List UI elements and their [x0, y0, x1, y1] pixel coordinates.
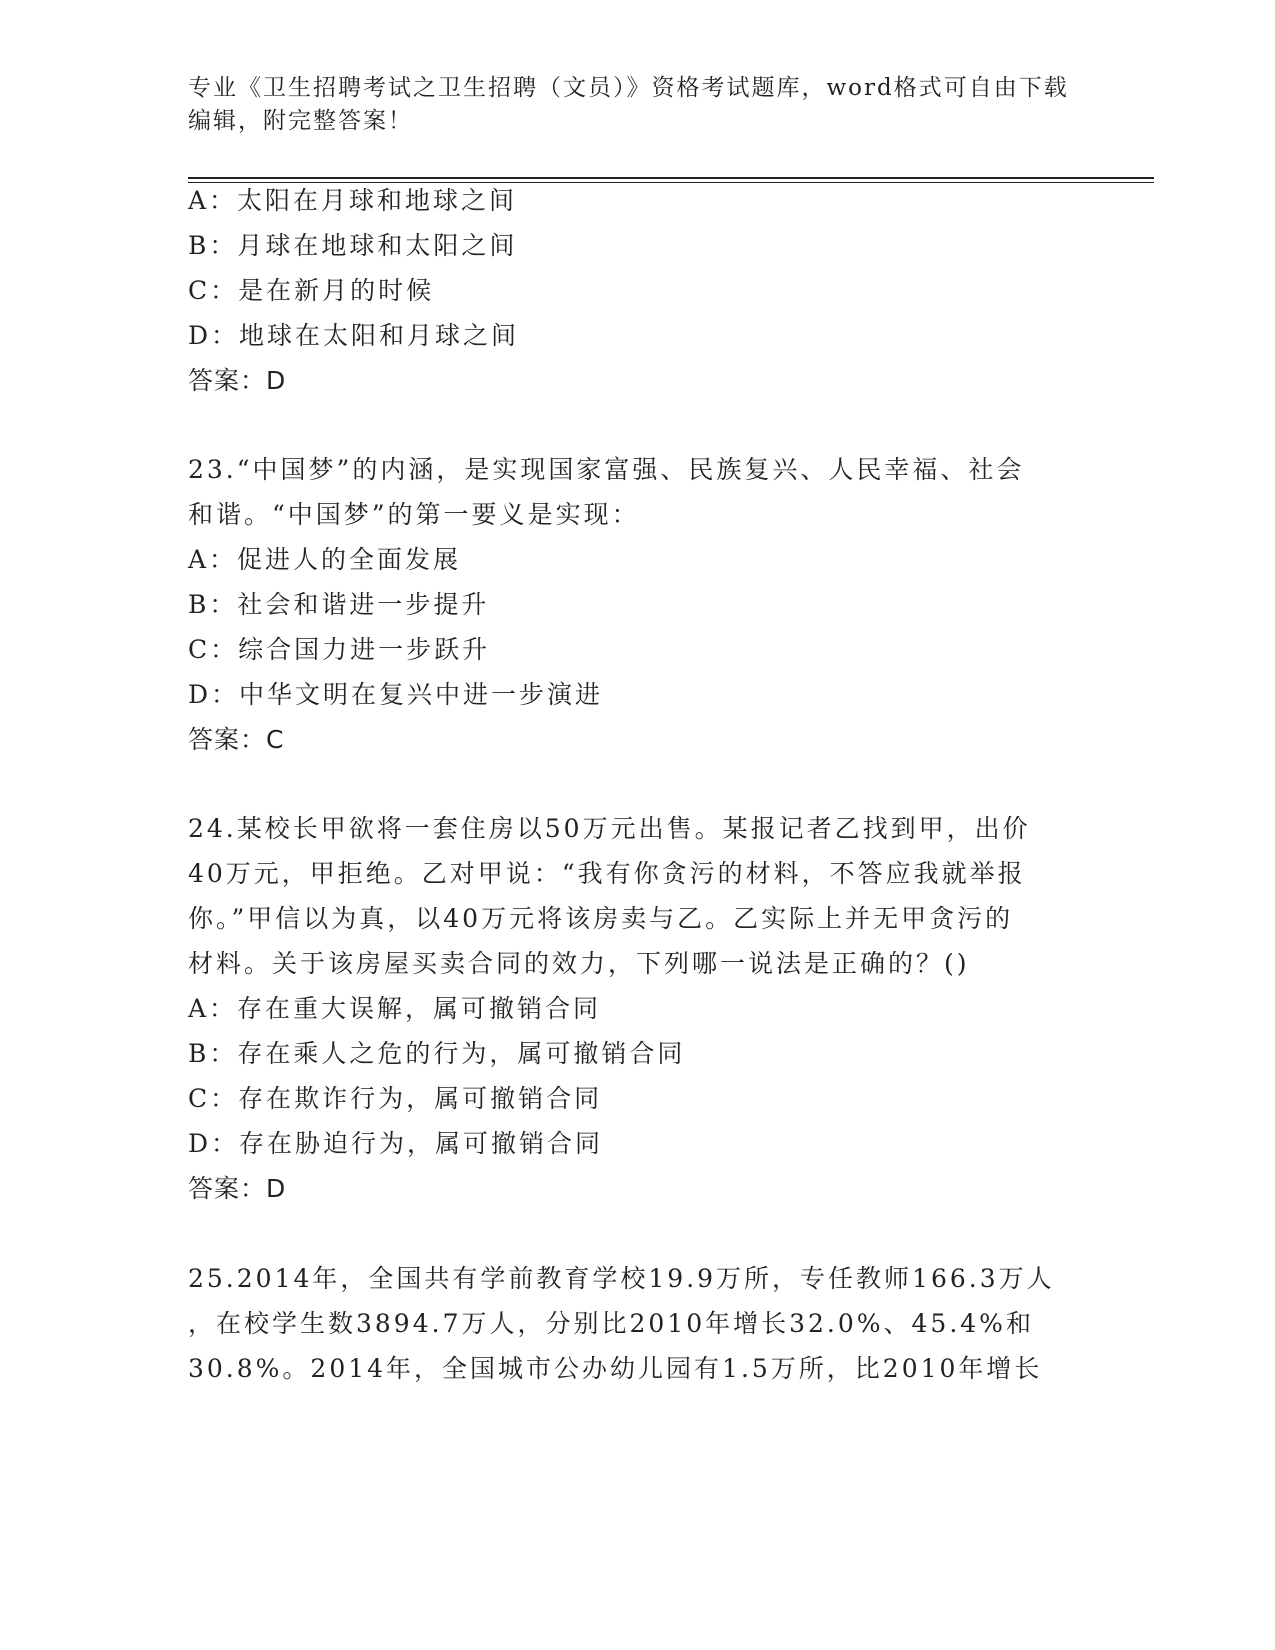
q22-option-a: A：太阳在月球和地球之间	[188, 186, 518, 215]
q24-stem-line-2: 40万元，甲拒绝。乙对甲说：“我有你贪污的材料，不答应我就举报	[188, 859, 1026, 888]
q24-stem-line-4: 材料。关于该房屋买卖合同的效力，下列哪一说法是正确的？()	[188, 949, 970, 978]
document-header	[188, 72, 1078, 138]
q23-stem-line-2: 和谐。“中国梦”的第一要义是实现：	[188, 500, 640, 529]
q23-option-a: A：促进人的全面发展	[188, 545, 462, 574]
q22-option-d: D：地球在太阳和月球之间	[188, 321, 520, 350]
header-title-line-2: 编辑，附完整答案！	[188, 108, 413, 134]
q24-answer: 答案：D	[188, 1174, 287, 1203]
q22-answer: 答案：D	[188, 366, 287, 395]
header-divider-thick	[188, 177, 1154, 179]
q24-option-d: D：存在胁迫行为，属可撤销合同	[188, 1129, 604, 1158]
q22-option-c: C：是在新月的时候	[188, 276, 435, 305]
q25-stem-line-1: 25.2014年，全国共有学前教育学校19.9万所，专任教师166.3万人	[188, 1264, 1055, 1293]
q23-answer: 答案：C	[188, 725, 285, 754]
q23-option-b: B：社会和谐进一步提升	[188, 590, 490, 619]
q23-stem-line-1: 23.“中国梦”的内涵，是实现国家富强、民族复兴、人民幸福、社会	[188, 455, 1025, 484]
q24-option-b: B：存在乘人之危的行为，属可撤销合同	[188, 1039, 686, 1068]
q22-option-b: B：月球在地球和太阳之间	[188, 231, 518, 260]
q24-stem-line-3: 你。”甲信以为真，以40万元将该房卖与乙。乙实际上并无甲贪污的	[188, 904, 1014, 933]
q25-stem-line-3: 30.8%。2014年，全国城市公办幼儿园有1.5万所，比2010年增长	[188, 1354, 1043, 1383]
header-divider-thin	[188, 182, 1154, 183]
header-title-line-1: 专业《卫生招聘考试之卫生招聘（文员）》资格考试题库，word格式可自由下载	[188, 75, 1069, 101]
q23-option-c: C：综合国力进一步跃升	[188, 635, 491, 664]
q24-stem-line-1: 24.某校长甲欲将一套住房以50万元出售。某报记者乙找到甲，出价	[188, 814, 1031, 843]
q25-stem-line-2: ，在校学生数3894.7万人，分别比2010年增长32.0%、45.4%和	[188, 1309, 1034, 1338]
q23-option-d: D：中华文明在复兴中进一步演进	[188, 680, 604, 709]
q24-option-a: A：存在重大误解，属可撤销合同	[188, 994, 602, 1023]
q24-option-c: C：存在欺诈行为，属可撤销合同	[188, 1084, 603, 1113]
